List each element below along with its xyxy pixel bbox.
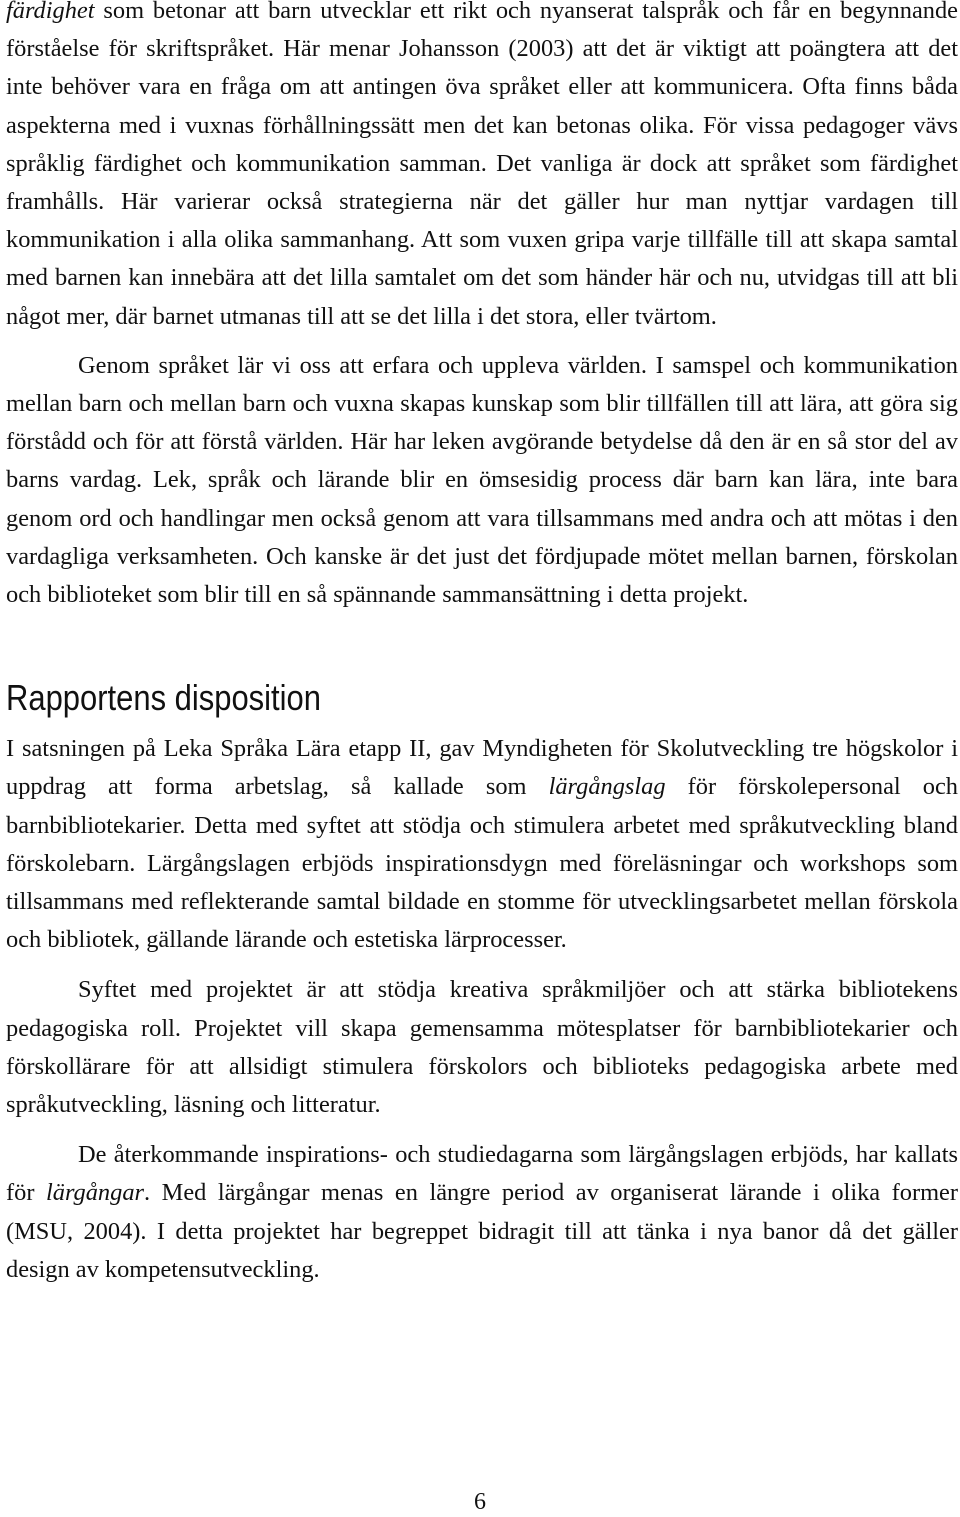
section-heading: Rapportens disposition xyxy=(6,677,321,719)
paragraph-text: De återkommande inspirations- och studiedagarna som lärgångslagen erbjöds, har kallats för xyxy=(6,1141,958,1207)
body-paragraph-1 xyxy=(6,0,958,336)
document-page xyxy=(6,0,958,1289)
paragraph-text: I satsningen på Leka Språka Lära etapp II, gav Myndigheten för Skolutveckling tre högskolor i uppdrag att forma arbetslag, så kallade som xyxy=(6,735,958,801)
page-number: 6 xyxy=(474,1489,486,1515)
emphasis-term: lärgångar xyxy=(45,1179,145,1207)
body-paragraph-2 xyxy=(6,347,958,614)
body-paragraph-3 xyxy=(6,730,958,959)
paragraph-text: Syftet med projektet är att stödja kreativa språkmiljöer och att stärka bibliotekens pedagogiska roll. Projektet vill skapa gemensamma mötesplatser för barnbibliotekarier och förskollärare för att allsidigt stimulera förskolors och biblioteks pedagogiska arbete med språkutveckling, läsning och litteratur. xyxy=(6,976,958,1119)
emphasis-term: lärgångslag xyxy=(548,773,666,801)
paragraph-text: . Med lärgångar menas en längre period av organiserat lärande i olika former (MSU, 2004). I detta projektet har begreppet bidragit till att tänka i nya banor då det gäller design av kompetensutveckling. xyxy=(6,1179,959,1283)
paragraph-text: som betonar att barn utvecklar ett rikt och nyanserat talspråk och får en begynnande förståelse för skriftspråket. Här menar Johansson (2003) att det är viktigt att poängtera att det inte behöver vara en fråga om att antingen öva språket eller att kommunicera. Ofta finns båda aspekterna med i vuxnas förhållningssätt men det kan betonas olika. För vissa pedagoger vävs språklig färdighet och kommunikation samman. Det vanliga är dock att språket som färdighet framhålls. Här varierar också strategierna när det gäller hur man nyttjar vardagen till kommunikation i alla olika sammanhang. Att som vuxen gripa varje tillfälle till att skapa samtal med barnen kan innebära att det lilla samtalet om det som händer här och nu, utvidgas till att bli något mer, där barnet utmanas till att se det lilla i det stora, eller tvärtom. xyxy=(6,0,958,330)
body-paragraph-5 xyxy=(6,1136,958,1289)
emphasis-term: färdighet xyxy=(6,0,95,24)
paragraph-text: Genom språket lär vi oss att erfara och uppleva världen. I samspel och kommunikation mellan barn och mellan barn och vuxna skapas kunskap som blir tillfällen till att lära, att göra sig förstådd och för att förstå världen. Här har leken avgörande betydelse då den är en så stor del av barns vardag. Lek, språk och lärande blir en ömsesidig process där barn kan lära, inte bara genom ord och handlingar men också genom att vara tillsammans med andra och att mötas i den vardagliga verksamheten. Och kanske är det just det fördjupade mötet mellan barnen, förskolan och biblioteket som blir till en så spännande sammansättning i detta projekt. xyxy=(6,351,958,609)
paragraph-text: för förskolepersonal och barnbibliotekarier. Detta med syftet att stödja och stimulera arbetet med språkutveckling bland förskolebarn. Lärgångslagen erbjöds inspirationsdygn med föreläsningar och workshops som tillsammans med reflekterande samtal bildade en stomme för utvecklingsarbetet mellan förskola och bibliotek, gällande lärande och estetiska lärprocesser. xyxy=(6,773,958,954)
body-paragraph-4 xyxy=(6,971,958,1124)
